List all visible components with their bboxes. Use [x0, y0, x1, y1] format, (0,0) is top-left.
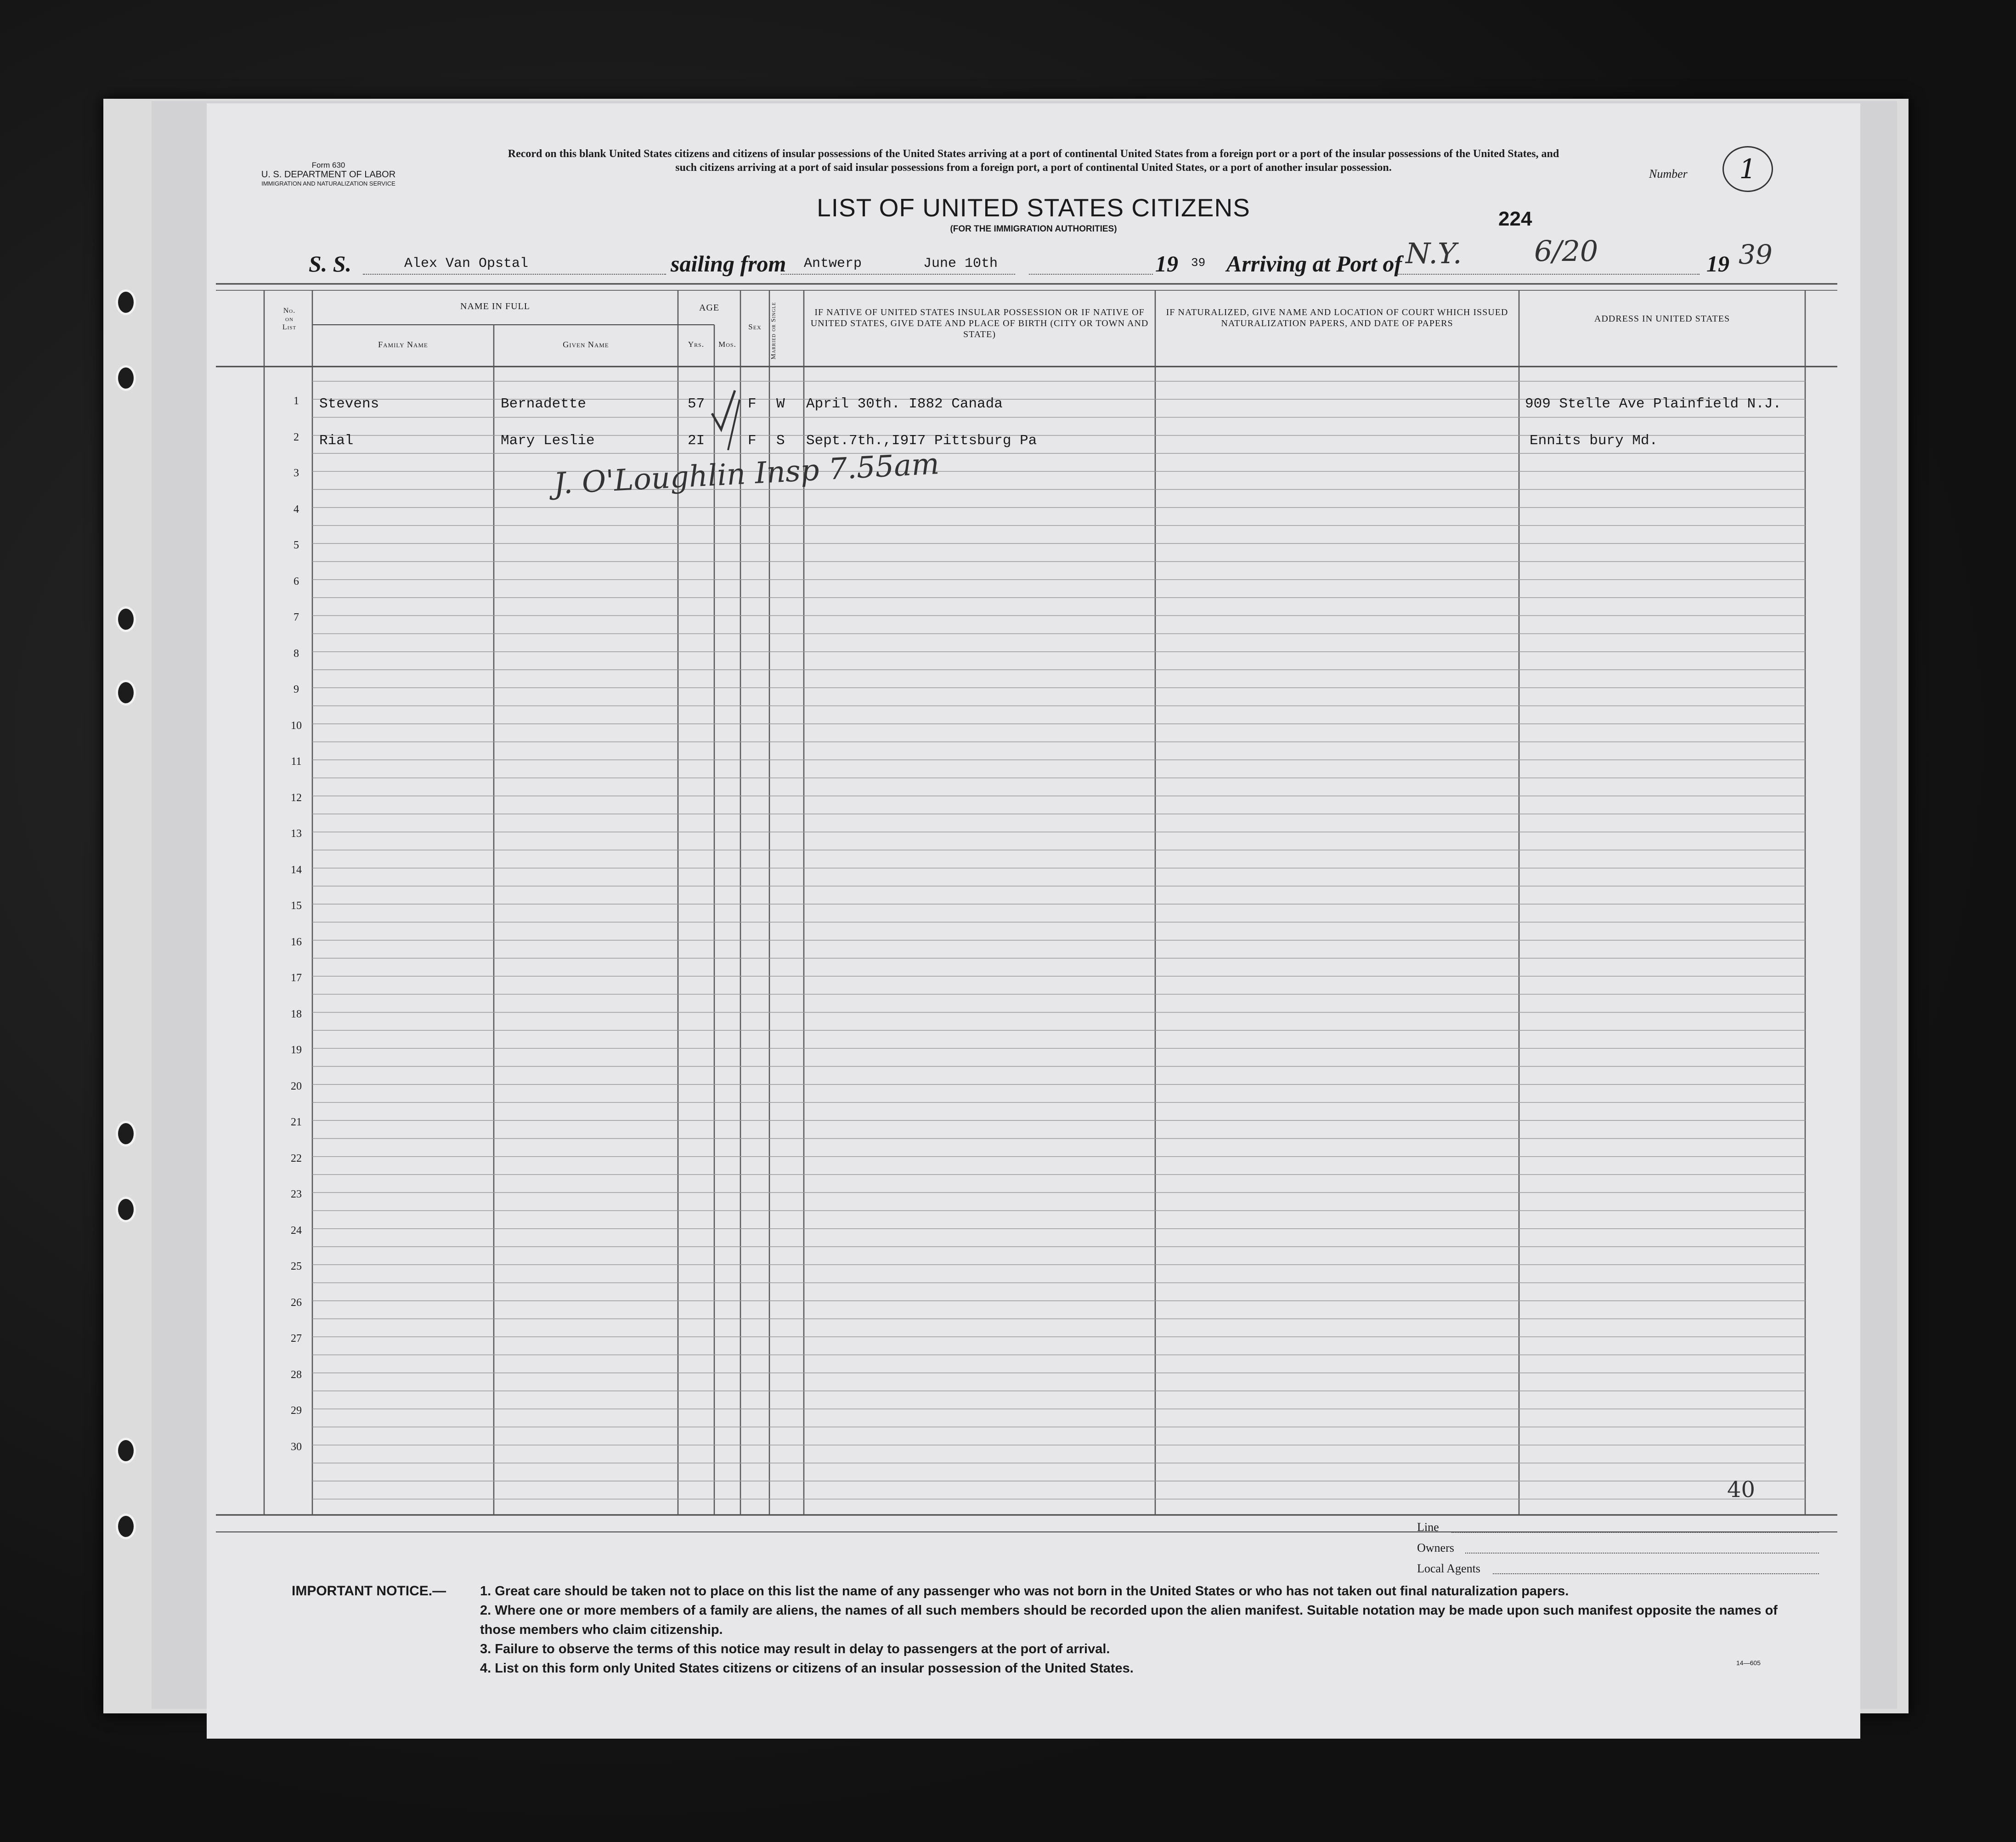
family-name-cell: Rial — [319, 433, 354, 449]
department-name: U. S. DEPARTMENT OF LABOR — [261, 170, 396, 180]
row-number: 3 — [294, 467, 299, 479]
row-number: 19 — [291, 1044, 302, 1056]
departure-line — [781, 274, 1015, 275]
intro-instructions: Record on this blank United States citizens and citizens of insular possessions of the United States arriving at a port of continental United States from a foreign port or a port of the insular possessions of the United States, and such citizens arriving at a port of said insular possessions from a foreign port, a port of continental United States, or a port of another insular possession. — [508, 148, 1559, 174]
list-number-stamp: 224 — [1498, 208, 1532, 230]
header-family-name: Family Name — [378, 340, 428, 349]
family-name-cell: Stevens — [319, 396, 379, 412]
row-number: 30 — [291, 1441, 302, 1453]
row-number: 25 — [291, 1260, 302, 1272]
punch-hole — [116, 606, 136, 632]
punch-hole — [116, 680, 136, 706]
row-number: 11 — [291, 756, 302, 768]
page-title: LIST OF UNITED STATES CITIZENS — [817, 193, 1250, 222]
row-number: 24 — [291, 1224, 302, 1237]
punch-hole — [116, 289, 136, 315]
header-name-in-full: NAME IN FULL — [460, 301, 530, 311]
owners-label: Owners — [1417, 1541, 1454, 1554]
row-number: 6 — [294, 575, 299, 588]
row-number: 12 — [291, 791, 302, 804]
row-number: 10 — [291, 719, 302, 732]
row-number: 13 — [291, 828, 302, 840]
form-identification — [246, 161, 411, 188]
row-number: 20 — [291, 1080, 302, 1092]
header-sex: Sex — [748, 322, 762, 331]
row-number: 21 — [291, 1116, 302, 1128]
page-subtitle: (FOR THE IMMIGRATION AUTHORITIES) — [950, 224, 1117, 234]
notice-item-3: 3. Failure to observe the terms of this notice may result in delay to passengers at the port of arrival. — [480, 1642, 1110, 1656]
row-number: 17 — [291, 972, 302, 984]
header-list: List — [282, 323, 297, 331]
arrival-line — [1396, 274, 1700, 275]
header-no-on-list — [269, 307, 310, 332]
given-name-cell: Bernadette — [501, 396, 587, 412]
page-total: 40 — [1727, 1477, 1756, 1503]
row-number: 7 — [294, 611, 299, 623]
address-cell: Ennits bury Md. — [1530, 433, 1658, 449]
row-number: 4 — [294, 503, 299, 515]
line-label: Line — [1417, 1520, 1439, 1534]
row-number: 27 — [291, 1333, 302, 1345]
ss-label: S. S. — [309, 251, 352, 277]
port-of-departure: Antwerp — [804, 256, 862, 271]
header-months: Mos. — [718, 340, 736, 349]
sailing-date: June 10th — [923, 256, 998, 271]
header-years: Yrs. — [688, 340, 705, 349]
arrival-year-prefix: 19 — [1706, 251, 1729, 277]
row-number: 16 — [291, 936, 302, 948]
header-age: AGE — [699, 303, 720, 313]
header-address: ADDRESS IN UNITED STATES — [1594, 314, 1730, 324]
age-years-cell: 2I — [688, 433, 705, 449]
local-agents-label: Local Agents — [1417, 1562, 1480, 1575]
row-number: 26 — [291, 1296, 302, 1309]
number-label: Number — [1649, 167, 1688, 181]
arriving-label: Arriving at Port of — [1226, 251, 1402, 277]
row-number: 28 — [291, 1368, 302, 1381]
punch-hole — [116, 1121, 136, 1147]
notice-item-2: 2. Where one or more members of a family are aliens, the names of all such members should be recorded upon the alien manifest. Suitable notation may be made upon such manifest opposite the names of those members who claim citizenship. — [480, 1603, 1778, 1637]
checkmark-strokes — [707, 386, 749, 450]
header-married-or-single: Married or Single — [770, 302, 777, 360]
header-birth: IF NATIVE OF UNITED STATES INSULAR POSSESSION OR IF NATIVE OF UNITED STATES, GIVE DATE AND PLACE OF BIRTH (CITY OR TOWN AND STATE) — [810, 307, 1149, 339]
header-no: No. — [283, 307, 296, 315]
punch-hole — [116, 1514, 136, 1539]
birth-cell: Sept.7th.,I9I7 Pittsburg Pa — [806, 433, 1037, 449]
address-cell: 909 Stelle Ave Plainfield N.J. — [1525, 396, 1782, 412]
number-value: 1 — [1722, 146, 1773, 192]
service-name: IMMIGRATION AND NATURALIZATION SERVICE — [261, 180, 395, 187]
notice-item-4: 4. List on this form only United States citizens or citizens of an insular possession of the United States. — [480, 1661, 1134, 1676]
row-number: 15 — [291, 900, 302, 912]
port-of-arrival: N.Y. — [1406, 237, 1462, 270]
notice-item-1: 1. Great care should be taken not to place on this list the name of any passenger who was not born in the United States or who has not taken out final naturalization papers. — [480, 1584, 1569, 1599]
blank-line — [1029, 274, 1153, 275]
row-number: 14 — [291, 864, 302, 876]
header-given-name: Given Name — [563, 340, 609, 349]
sailing-from-label: sailing from — [671, 251, 786, 277]
row-number: 9 — [294, 684, 299, 695]
header-on: on — [285, 315, 294, 323]
row-number: 5 — [294, 539, 299, 551]
sex-cell: F — [748, 433, 757, 449]
punch-hole — [116, 1197, 136, 1222]
year-suffix: 39 — [1191, 256, 1206, 270]
footer-form-code: 14—605 — [1736, 1659, 1761, 1667]
sex-cell: F — [748, 396, 757, 412]
inspector-signature: J. O'Loughlin Insp 7.55am — [553, 447, 940, 501]
year-prefix: 19 — [1155, 251, 1178, 277]
punch-hole — [116, 365, 136, 391]
line-field — [1451, 1532, 1819, 1533]
birth-cell: April 30th. I882 Canada — [806, 396, 1003, 412]
notice-title: IMPORTANT NOTICE.— — [292, 1583, 446, 1599]
row-number: 23 — [291, 1188, 302, 1200]
arrival-year-suffix: 39 — [1739, 239, 1773, 270]
owners-field — [1465, 1553, 1819, 1554]
given-name-cell: Mary Leslie — [501, 433, 595, 449]
punch-hole — [116, 1438, 136, 1463]
age-years-cell: 57 — [688, 396, 705, 412]
row-number: 29 — [291, 1405, 302, 1417]
header-naturalized: IF NATURALIZED, GIVE NAME AND LOCATION OF COURT WHICH ISSUED NATURALIZATION PAPERS, AND DATE OF PAPERS — [1166, 307, 1508, 328]
row-number: 18 — [291, 1008, 302, 1020]
row-number: 1 — [294, 395, 299, 407]
ship-name-line — [363, 274, 666, 275]
marital-status-cell: W — [776, 396, 785, 412]
row-number: 8 — [294, 647, 299, 660]
local-agents-field — [1493, 1573, 1819, 1574]
ship-name: Alex Van Opstal — [404, 256, 529, 271]
row-number: 2 — [294, 431, 299, 443]
arrival-date: 6/20 — [1534, 234, 1598, 268]
form-number: Form 630 — [311, 161, 345, 170]
row-number: 22 — [291, 1152, 302, 1164]
marital-status-cell: S — [776, 433, 785, 449]
